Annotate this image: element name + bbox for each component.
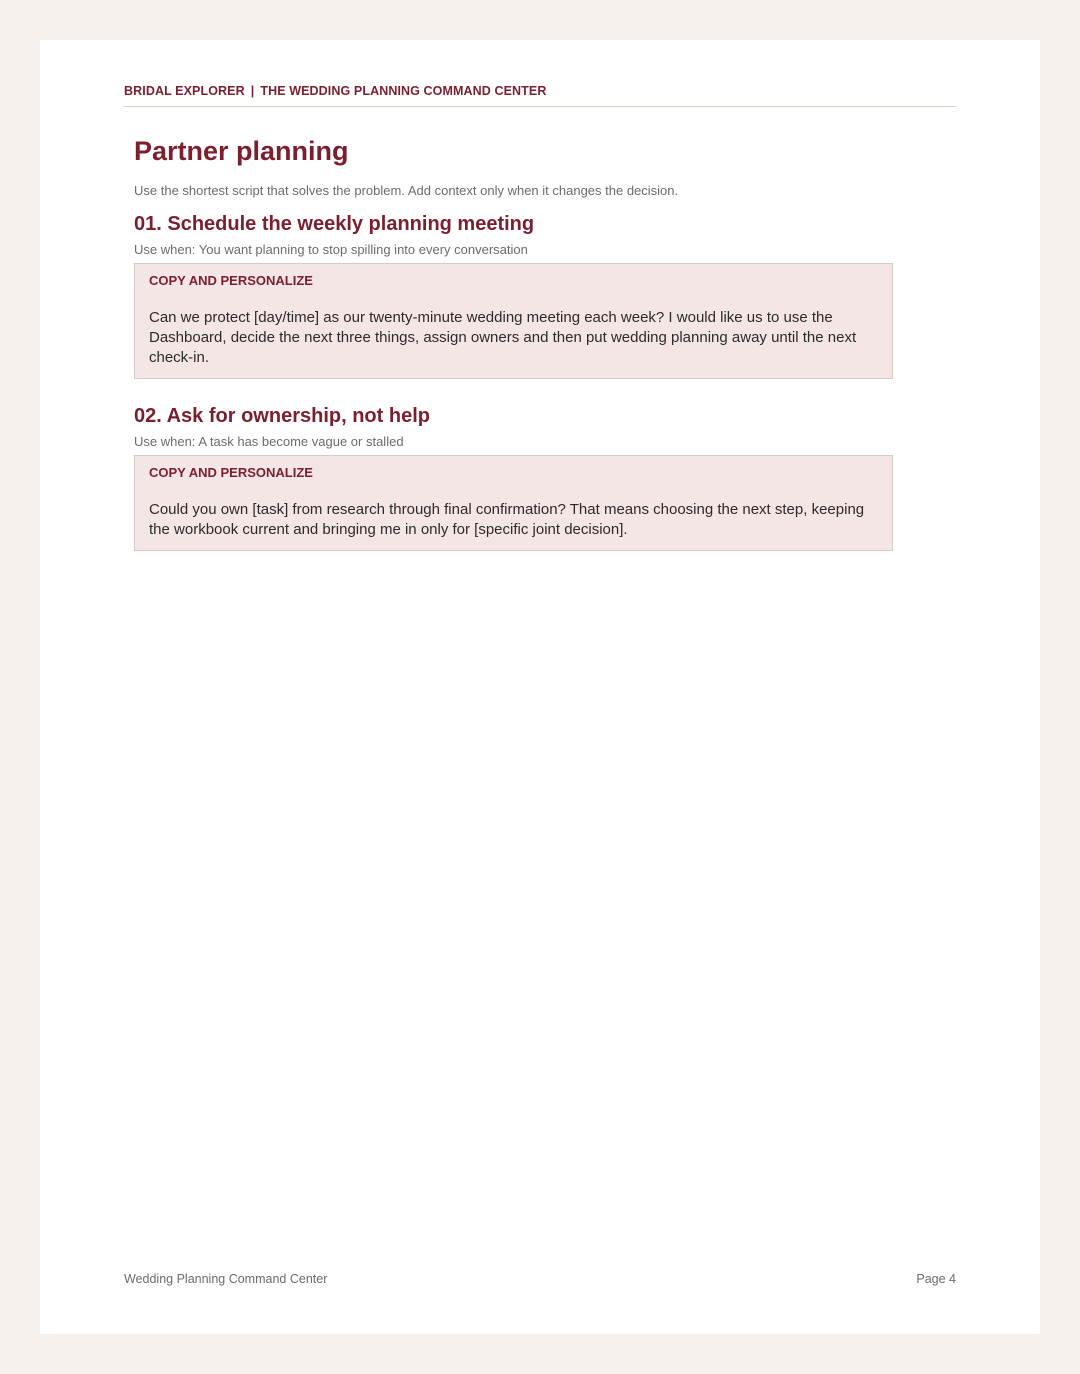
header-brand: BRIDAL EXPLORER [124, 84, 245, 98]
document-page [40, 40, 1040, 1334]
copy-box-label: COPY AND PERSONALIZE [149, 465, 313, 480]
page-number: Page 4 [916, 1272, 956, 1286]
use-when-text: Use when: A task has become vague or stalled [134, 434, 404, 449]
copy-box[interactable] [134, 455, 893, 551]
running-header [124, 84, 956, 107]
script-section-2 [134, 403, 894, 551]
header-separator: | [250, 84, 255, 98]
script-title: 02. Ask for ownership, not help [134, 405, 430, 427]
script-text[interactable]: Could you own [task] from research through final confirmation? That means choosing the next step, keeping the workbook current and bringing me in only for [specific joint decision]. [149, 501, 865, 538]
script-text[interactable]: Can we protect [day/time] as our twenty-minute wedding meeting each week? I would like us to use the Dashboard, decide the next three things, assign owners and then put wedding planning away until the next check-in. [149, 309, 857, 366]
use-when-text: Use when: You want planning to stop spilling into every conversation [134, 242, 528, 257]
page-title: Partner planning [134, 136, 349, 166]
script-section-1 [134, 211, 894, 379]
copy-box[interactable] [134, 263, 893, 379]
header-subtitle: THE WEDDING PLANNING COMMAND CENTER [260, 84, 547, 98]
page-content [134, 134, 894, 551]
page-intro: Use the shortest script that solves the problem. Add context only when it changes the decision. [134, 183, 679, 198]
copy-box-label: COPY AND PERSONALIZE [149, 273, 313, 288]
script-title: 01. Schedule the weekly planning meeting [134, 213, 535, 235]
footer-title: Wedding Planning Command Center [124, 1272, 328, 1286]
